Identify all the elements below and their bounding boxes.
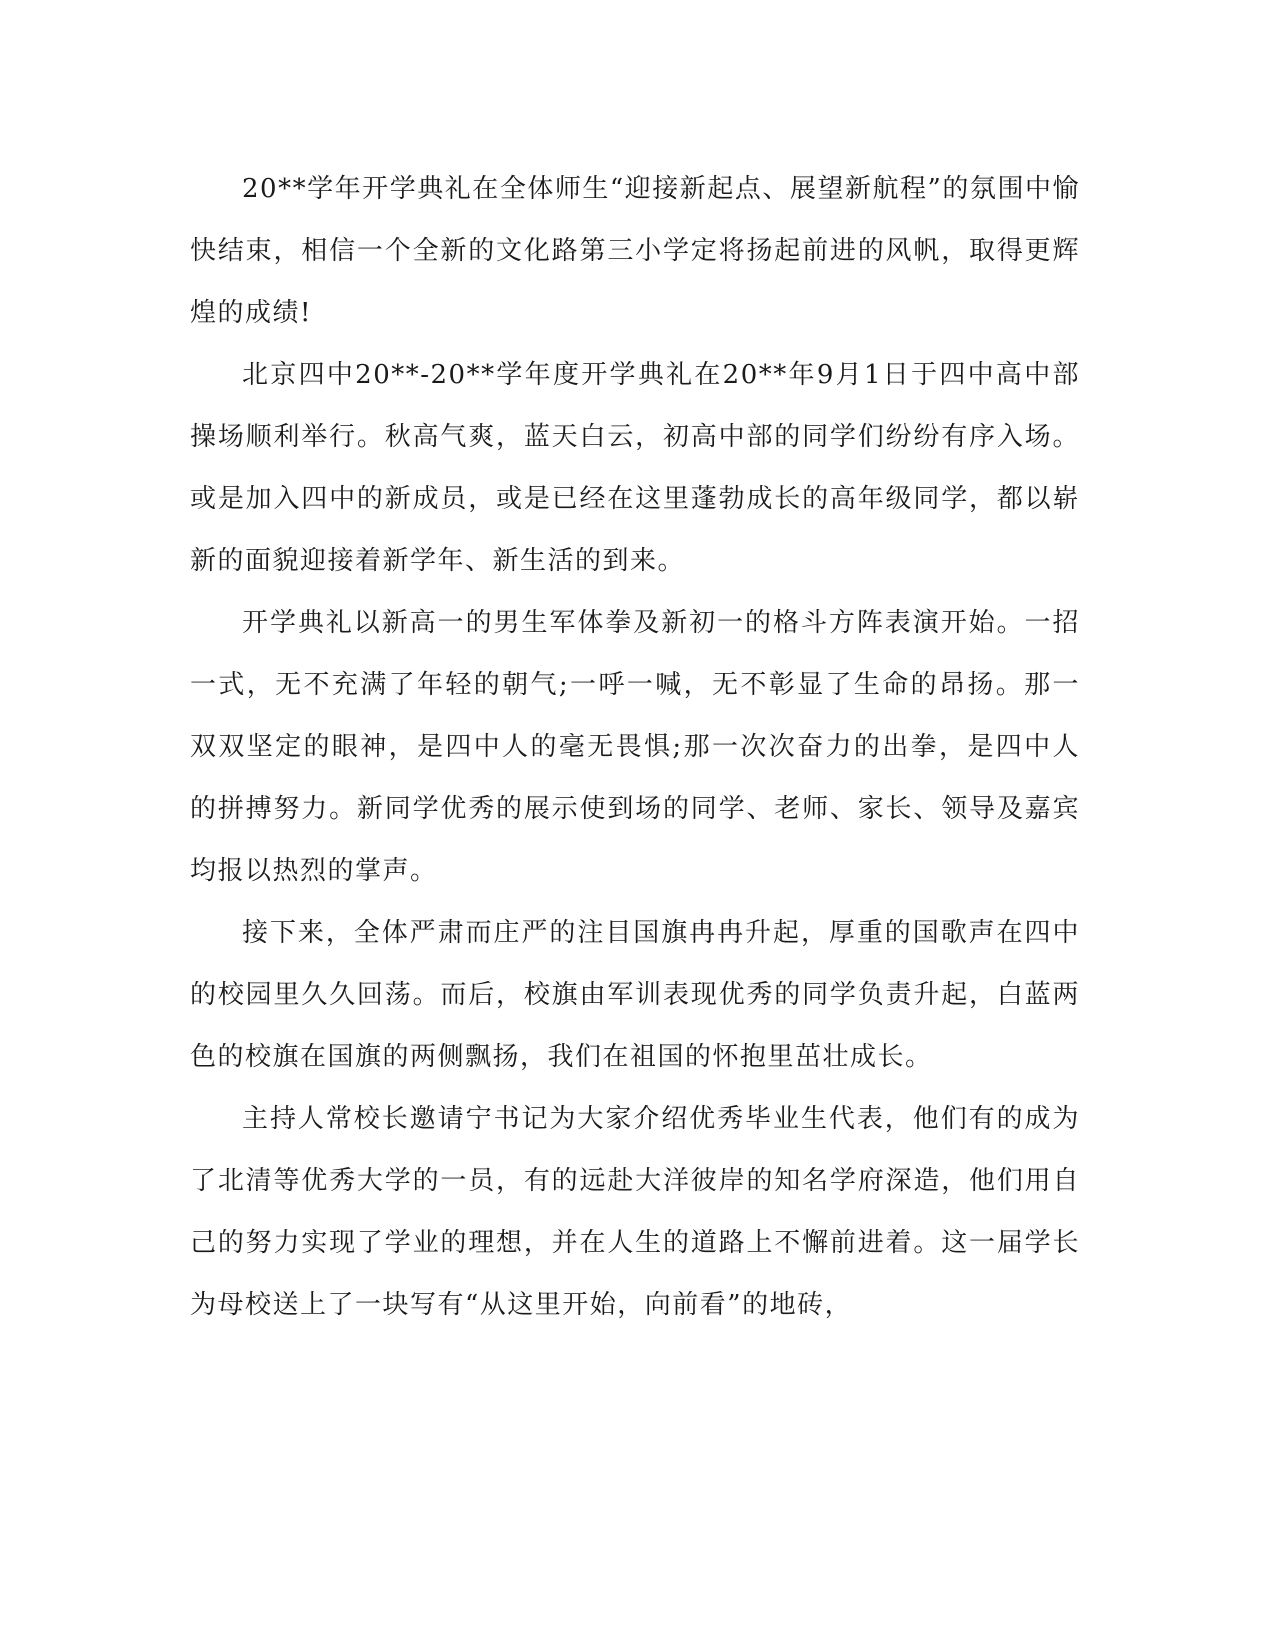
- paragraph-1: 20**学年开学典礼在全体师生“迎接新起点、展望新航程”的氛围中愉快结束，相信一个全新的文化路第三小学定将扬起前进的风帆，取得更辉煌的成绩!: [190, 174, 1080, 328]
- paragraph-3: 开学典礼以新高一的男生军体拳及新初一的格斗方阵表演开始。一招一式，无不充满了年轻的朝气;一呼一喊，无不彰显了生命的昂扬。那一双双坚定的眼神，是四中人的毫无畏惧;那一次次奋力的出拳，是四中人的拼搏努力。新同学优秀的展示使到场的同学、老师、家长、领导及嘉宾均报以热烈的掌声。: [190, 608, 1080, 886]
- paragraph-4: 接下来，全体严肃而庄严的注目国旗冉冉升起，厚重的国歌声在四中的校园里久久回荡。而后，校旗由军训表现优秀的同学负责升起，白蓝两色的校旗在国旗的两侧飘扬，我们在祖国的怀抱里茁壮成长。: [190, 918, 1080, 1072]
- document-body: [190, 158, 1080, 1336]
- paragraph-5: 主持人常校长邀请宁书记为大家介绍优秀毕业生代表，他们有的成为了北清等优秀大学的一员，有的远赴大洋彼岸的知名学府深造，他们用自己的努力实现了学业的理想，并在人生的道路上不懈前进着。这一届学长为母校送上了一块写有“从这里开始，向前看”的地砖，: [190, 1104, 1080, 1320]
- paragraph-2: 北京四中20**-20**学年度开学典礼在20**年9月1日于四中高中部操场顺利举行。秋高气爽，蓝天白云，初高中部的同学们纷纷有序入场。或是加入四中的新成员，或是已经在这里蓬勃成长的高年级同学，都以崭新的面貌迎接着新学年、新生活的到来。: [190, 360, 1080, 576]
